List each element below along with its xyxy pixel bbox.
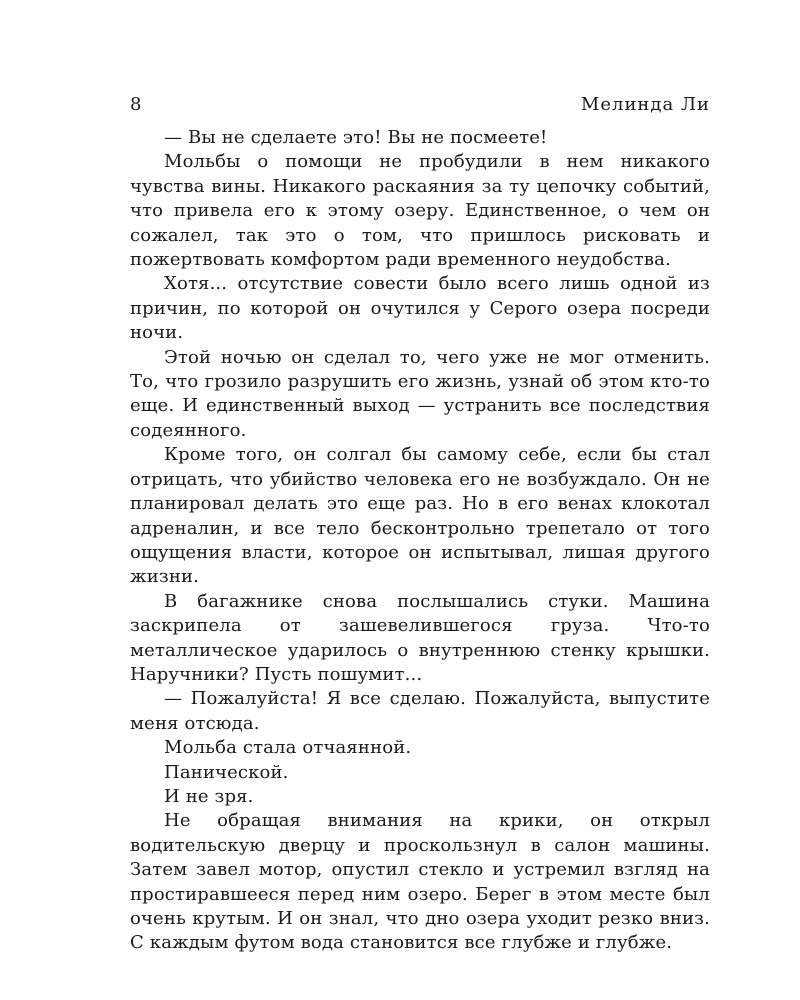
book-page xyxy=(130,92,710,956)
page-number: 8 xyxy=(130,94,142,115)
paragraph: Этой ночью он сделал то, чего уже не мог отменить. То, что грозило разрушить его жизнь, узнай об этом кто-то еще. И единственный выход — устранить все последствия содеянного. xyxy=(130,346,710,441)
paragraph: В багажнике снова послышались стуки. Машина заскрипела от зашевелившегося груза. Что-то металлическое ударилось о внутреннюю стенку крышки. Наручники? Пусть пошумит... xyxy=(130,590,710,685)
paragraph: Панической. xyxy=(164,761,289,783)
paragraph: Мольба стала отчаянной. xyxy=(164,737,412,759)
author-name: Мелинда Ли xyxy=(580,94,710,115)
paragraph: Кроме того, он солгал бы самому себе, если бы стал отрицать, что убийство человека его не возбуждало. Он не планировал делать это еще раз. Но в его венах клокотал адреналин, и все тело бесконтрольно трепетало от того ощущения власти, которое он испытывал, лишая другого жизни. xyxy=(130,444,710,588)
running-header xyxy=(130,92,710,126)
paragraph: Хотя... отсутствие совести было всего лишь одной из причин, по которой он очутился у Серого озера посреди ночи. xyxy=(130,273,710,344)
paragraph: И не зря. xyxy=(164,785,254,807)
paragraph: Не обращая внимания на крики, он открыл водительскую дверцу и проскользнул в салон машины. Затем завел мотор, опустил стекло и устремил взгляд на простиравшееся перед ним озеро. Берег в этом месте был очень крутым. И он знал, что дно озера уходит резко вниз. С каждым футом вода становится все глубже и глубже. xyxy=(130,810,710,954)
paragraph: Мольбы о помощи не пробудили в нем никакого чувства вины. Никакого раскаяния за ту цепочку событий, что привела его к этому озеру. Единственное, о чем он сожалел, так это о том, что пришлось рисковать и пожертвовать комфортом ради временного неудобства. xyxy=(130,151,710,271)
main-text xyxy=(130,126,710,956)
paragraph: — Вы не сделаете это! Вы не посмеете! xyxy=(164,127,548,148)
paragraph: — Пожалуйста! Я все сделаю. Пожалуйста, выпустите меня отсюда. xyxy=(130,688,710,734)
